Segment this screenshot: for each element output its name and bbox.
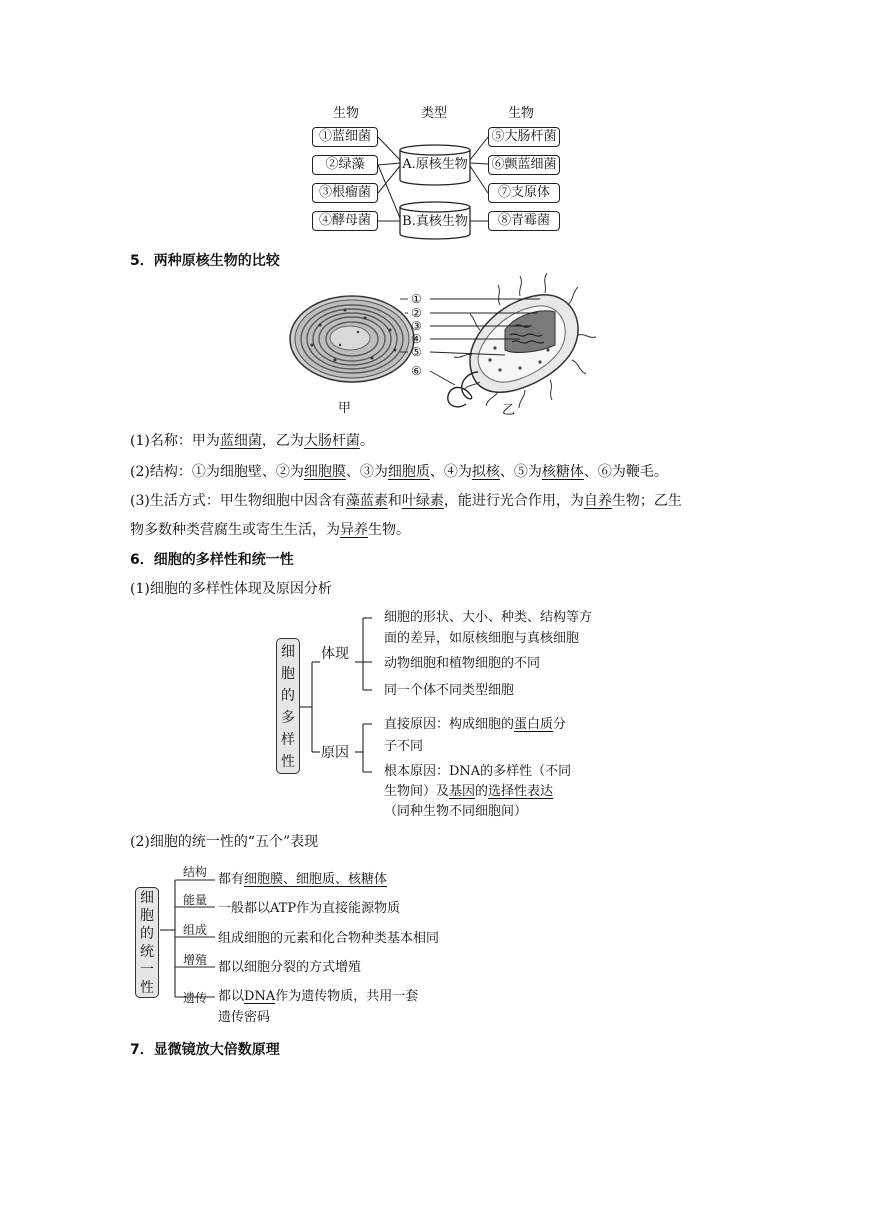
cause-direct-b: 子不同 [384, 739, 424, 754]
manifestation-1b: 面的差异，如原核细胞与真核细胞 [384, 631, 580, 646]
manifestation-1a: 细胞的形状、大小、种类、结构等方 [384, 610, 593, 625]
unity-key: 遗传 [183, 991, 208, 1005]
type-eukaryote: B.真核生物 [402, 214, 468, 229]
paragraph-lifestyle-cont: 物多数种类营腐生或寄生生活，为异养生物。 [130, 522, 410, 538]
col-header-organism-left: 生物 [333, 106, 360, 121]
organism-box: ②绿藻 [312, 155, 378, 175]
unity-item: 都以DNA作为遗传物质，共用一套 [218, 989, 419, 1004]
paragraph-structure: (2)结构：①为细胞壁、②为细胞膜、③为细胞质、④为拟核、⑤为核糖体、⑥为鞭毛。 [130, 464, 668, 480]
unity-item: 都有细胞膜、细胞质、核糖体 [218, 872, 388, 887]
cyanobacteria-figure [290, 296, 414, 382]
subheading-unity: (2)细胞的统一性的“五个”表现 [130, 834, 319, 850]
paragraph-lifestyle: (3)生活方式：甲生物细胞中因含有藻蓝素和叶绿素，能进行光合作用，为自养生物；乙生 [130, 493, 682, 509]
cause-root-a: 根本原因：DNA的多样性（不同 [384, 764, 572, 779]
col-header-organism-right: 生物 [508, 106, 535, 121]
manifestation-3: 同一个体不同类型细胞 [384, 683, 515, 698]
figure-label: ⑥ [411, 364, 422, 378]
section-7-heading: 7．显微镜放大倍数原理 [130, 1042, 280, 1058]
organism-box: ④酵母菌 [312, 211, 378, 231]
unity-item: 组成细胞的元素和化合物种类基本相同 [218, 931, 440, 946]
ecoli-figure [448, 273, 596, 408]
unity-key: 增殖 [183, 953, 208, 967]
figure-caption-yi: 乙 [502, 403, 516, 418]
unity-label: 细 胞 的 统 一 性 [135, 887, 159, 998]
section-6-heading: 6．细胞的多样性和统一性 [130, 552, 294, 568]
unity-key: 结构 [183, 865, 208, 879]
figure-label: ① [411, 292, 422, 306]
label-cause: 原因 [321, 745, 349, 761]
unity-item-cont: 遗传密码 [218, 1010, 271, 1025]
figure-caption-jia: 甲 [338, 401, 352, 416]
unity-key: 组成 [183, 923, 208, 937]
cause-root-c: （同种生物不同细胞间） [384, 804, 528, 819]
organism-box: ⑥颤蓝细菌 [488, 155, 560, 175]
type-prokaryote: A.原核生物 [402, 157, 468, 172]
organism-box: ⑧青霉菌 [488, 211, 560, 231]
subheading-diversity: (1)细胞的多样性体现及原因分析 [130, 581, 332, 597]
label-manifestation: 体现 [321, 646, 349, 662]
cause-direct-a: 直接原因：构成细胞的蛋白质分 [384, 717, 567, 732]
manifestation-2: 动物细胞和植物细胞的不同 [384, 656, 541, 671]
section-5-heading: 5．两种原核生物的比较 [130, 253, 280, 269]
unity-item: 一般都以ATP作为直接能源物质 [218, 901, 401, 916]
figure-label: ⑤ [411, 345, 422, 359]
organism-box: ⑤大肠杆菌 [488, 127, 560, 147]
figure-label: ③ [411, 319, 422, 333]
figure-label: ④ [411, 332, 422, 346]
unity-key: 能量 [183, 893, 208, 907]
organism-box: ①蓝细菌 [312, 127, 378, 147]
cause-root-b: 生物间）及基因的选择性表达 [384, 784, 554, 799]
figure-label: ② [411, 306, 422, 320]
unity-item: 都以细胞分裂的方式增殖 [218, 960, 362, 975]
diversity-label: 细 胞 的 多 样 性 [276, 638, 300, 774]
organism-box: ⑦支原体 [488, 183, 560, 203]
paragraph-name: (1)名称：甲为蓝细菌，乙为大肠杆菌。 [130, 433, 374, 449]
col-header-type: 类型 [421, 106, 448, 121]
organism-box: ③根瘤菌 [312, 183, 378, 203]
